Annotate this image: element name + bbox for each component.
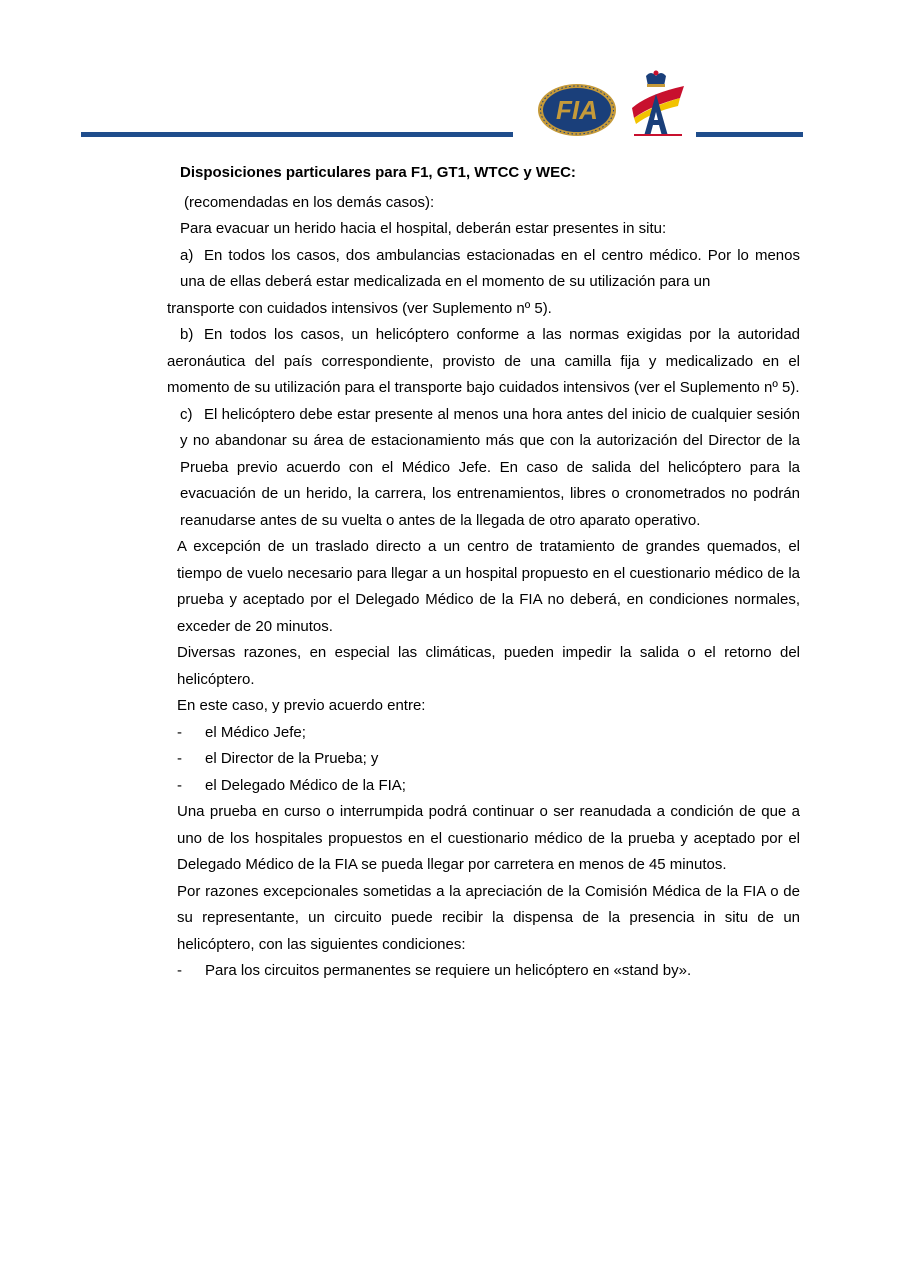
item-a [167, 243, 800, 296]
paragraph-continue: Una prueba en curso o interrumpida podrá continuar o ser reanudada a condición de que a uno de los hospitales propuestos en el cuestionario médico de la prueba y aceptado por el Delegado Médico de la FIA se pueda llegar por carretera en menos de 45 minutos. [177, 803, 800, 873]
list-item-text: el Delegado Médico de la FIA; [205, 776, 406, 794]
list-item-text: Para los circuitos permanentes se requiere un helicóptero en «stand by». [205, 962, 692, 979]
list-item [167, 958, 800, 985]
svg-text:FIA: FIA [556, 95, 598, 125]
list-item-text: el Director de la Prueba; y [205, 750, 379, 767]
header-rule-right [696, 132, 803, 137]
paragraph-exceptional: Por razones excepcionales sometidas a la apreciación de la Comisión Médica de la FIA o de su representante, un circuito puede recibir la dispensa de la presencia in situ de un helicóptero, con las siguientes condiciones: [177, 882, 800, 953]
fia-logo [536, 82, 618, 138]
paragraph-burns: A excepción de un traslado directo a un centro de tratamiento de grandes quemados, el tiempo de vuelo necesario para llegar a un hospital propuesto en el cuestionario médico de la prueba y aceptado por el Delegado Médico de la FIA no deberá, en condiciones normales, exceder de 20 minutos. [177, 538, 800, 635]
paragraph-reasons: Diversas razones, en especial las climáticas, pueden impedir la salida o el retorno del helicóptero. [177, 644, 800, 688]
header-rule-left [81, 132, 513, 137]
item-b-text: En todos los casos, un helicóptero conforme a las normas exigidas por la autoridad aeronáutica del país correspondiente, provisto de una camilla fija y medicalizado en el momento de su utilización para el transporte bajo cuidados intensivos (ver el Suplemento nº 5). [167, 326, 800, 396]
item-a-continuation: transporte con cuidados intensivos (ver Suplemento nº 5). [167, 299, 552, 317]
item-a-label: a) [180, 246, 194, 264]
list-item-text: el Médico Jefe; [205, 723, 306, 741]
list-item [167, 746, 800, 773]
list-dash: - [177, 750, 182, 767]
list-dash: - [177, 723, 182, 741]
intro-paragraph: Para evacuar un herido hacia el hospital, deberán estar presentes in situ: [180, 220, 667, 237]
item-a-text: En todos los casos, dos ambulancias estacionadas en el centro médico. Por lo menos una de ellas deberá estar medicalizada en el momento de su utilización para un [180, 246, 800, 290]
list-dash: - [177, 962, 182, 979]
paragraph-agreement: En este caso, y previo acuerdo entre: [177, 697, 426, 714]
list-dash: - [177, 776, 182, 794]
item-c-label: c) [180, 405, 193, 423]
item-c [167, 402, 800, 535]
item-b [167, 322, 800, 402]
item-b-label: b) [180, 326, 194, 343]
rfeda-logo [626, 70, 688, 138]
section-title: Disposiciones particulares para F1, GT1, WTCC y WEC: [180, 164, 576, 181]
section-subtitle: (recomendadas en los demás casos): [184, 193, 435, 211]
list-item [167, 720, 800, 747]
list-item [167, 773, 800, 800]
item-c-text: El helicóptero debe estar presente al menos una hora antes del inicio de cualquier sesión y no abandonar su área de estacionamiento más que con la autorización del Director de la Prueba previo acuerdo con el Médico Jefe. En caso de salida del helicóptero para la evacuación de un herido, la carrera, los entrenamientos, libres o cronometrados no podrán reanudarse antes de su vuelta o antes de la llegada de otro aparato operativo. [180, 405, 800, 529]
document-body [167, 160, 800, 985]
